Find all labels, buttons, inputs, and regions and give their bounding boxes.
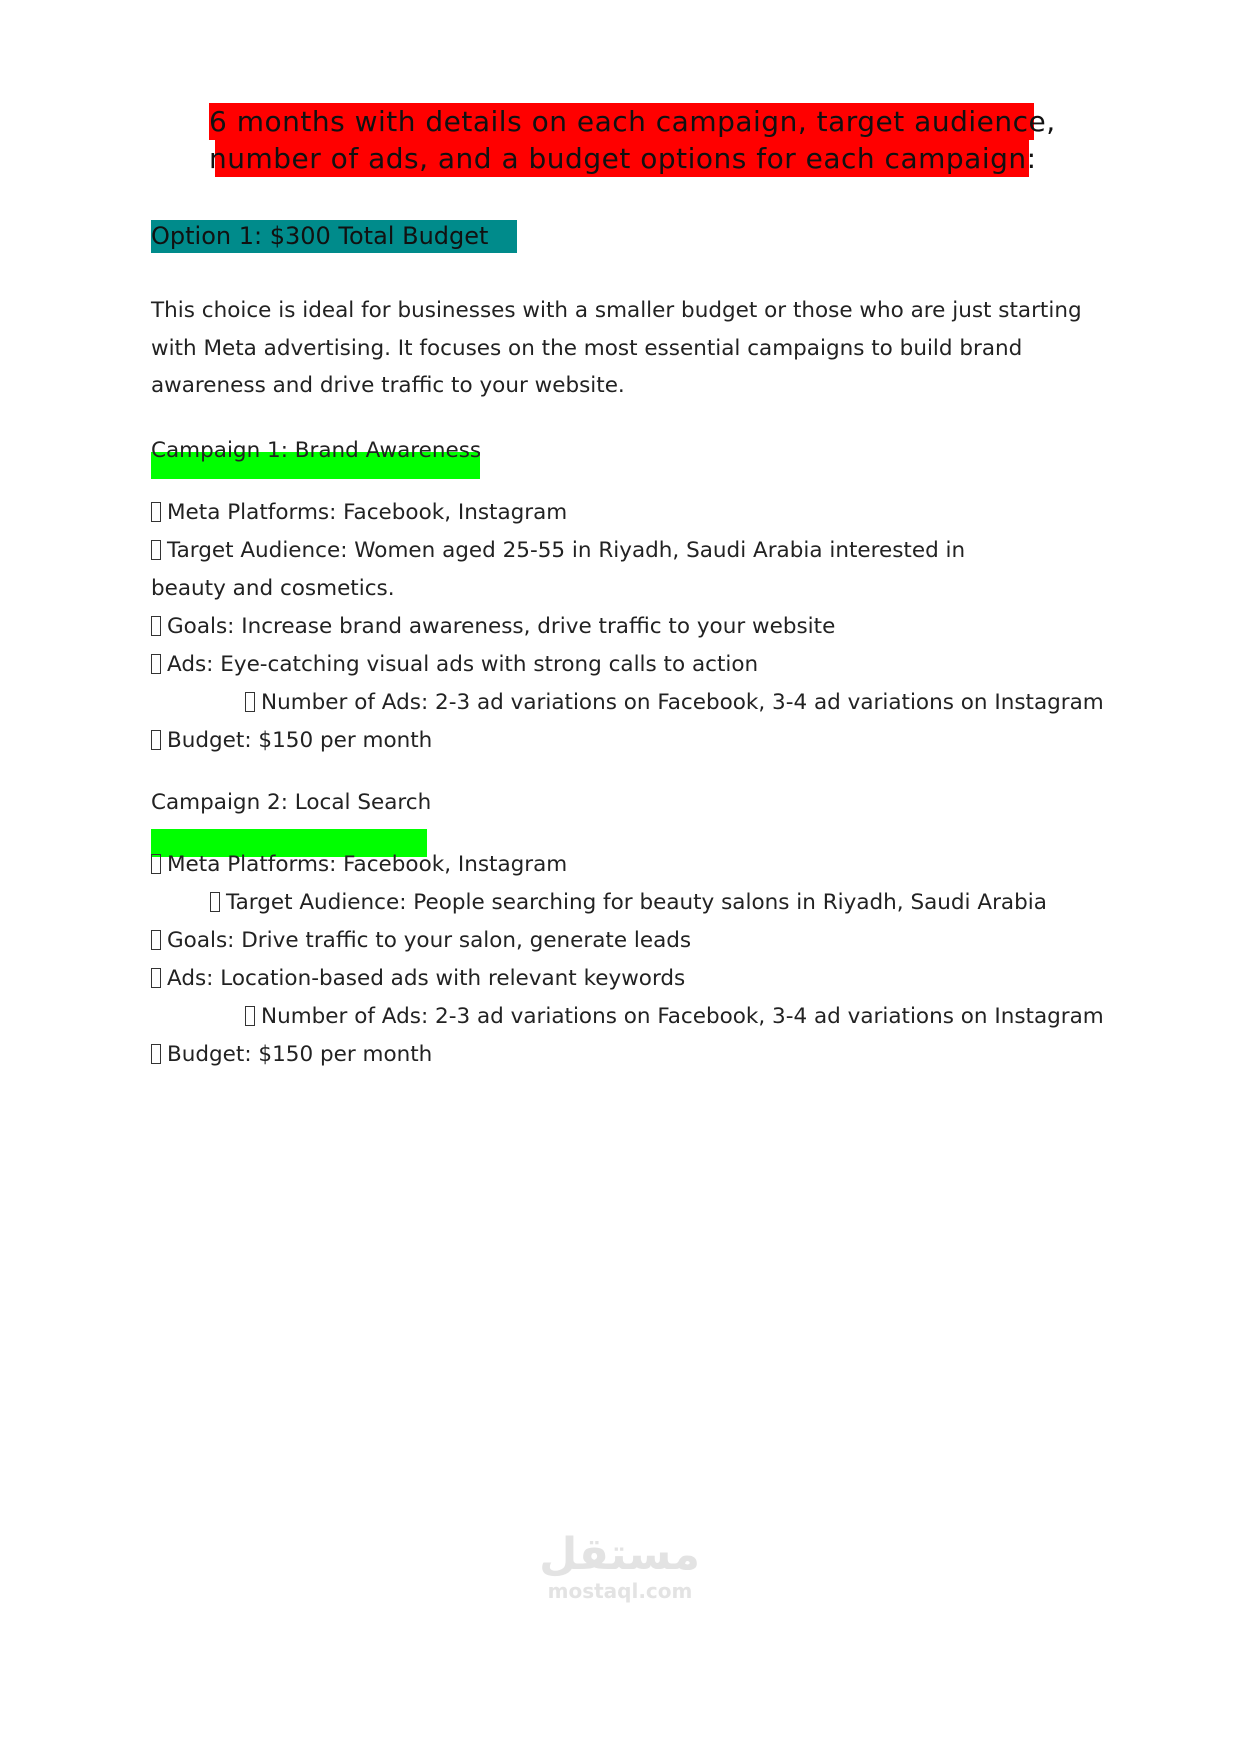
title-text-2-lead: n (209, 142, 228, 175)
title-line-1 (209, 103, 1056, 140)
intro-line-1: This choice is ideal for businesses with a smaller budget or those who are just starting (151, 298, 1082, 323)
watermark-url: mostaql.com (547, 1579, 693, 1603)
watermark-logo: مستقل (539, 1529, 700, 1580)
option-heading: Option 1: $300 Total Budget (151, 222, 489, 250)
title-text-2: umber of ads, and a budget options for each campaign: (227, 142, 1037, 175)
campaign1-goals: Goals: Increase brand awareness, drive traffic to your website (151, 612, 835, 642)
campaign2-platforms: Meta Platforms: Facebook, Instagram (151, 850, 567, 880)
missing-glyph-box-icon (151, 502, 161, 522)
missing-glyph-box-icon (151, 654, 161, 674)
title-comma: , (1046, 105, 1056, 138)
missing-glyph-box-icon (151, 1044, 161, 1064)
missing-glyph-box-icon (151, 540, 161, 560)
campaign2-heading: Campaign 2: Local Search (151, 790, 432, 815)
missing-glyph-box-icon (151, 930, 161, 950)
campaign1-platforms: Meta Platforms: Facebook, Instagram (151, 498, 567, 528)
intro-line-2: with Meta advertising. It focuses on the most essential campaigns to build brand (151, 336, 1023, 361)
watermark (540, 1530, 700, 1602)
campaign2-budget: Budget: $150 per month (151, 1040, 432, 1070)
intro-line-3: awareness and drive traffic to your website. (151, 373, 625, 398)
title-text-1: 6 months with details on each campaign, target audience (209, 105, 1047, 138)
title-line-2 (209, 140, 1037, 177)
campaign2-num-ads: Number of Ads: 2-3 ad variations on Facebook, 3-4 ad variations on Instagram (245, 1002, 1104, 1032)
campaign2-goals: Goals: Drive traffic to your salon, generate leads (151, 926, 691, 956)
campaign1-budget: Budget: $150 per month (151, 726, 432, 756)
missing-glyph-box-icon (151, 854, 161, 874)
missing-glyph-box-icon (210, 892, 220, 912)
missing-glyph-box-icon (245, 1006, 255, 1026)
campaign1-audience-cont: beauty and cosmetics. (151, 576, 395, 601)
campaign2-ads: Ads: Location-based ads with relevant keywords (151, 964, 685, 994)
missing-glyph-box-icon (151, 730, 161, 750)
campaign1-num-ads: Number of Ads: 2-3 ad variations on Facebook, 3-4 ad variations on Instagram (245, 688, 1104, 718)
campaign2-audience: Target Audience: People searching for beauty salons in Riyadh, Saudi Arabia (210, 888, 1047, 918)
campaign1-heading: Campaign 1: Brand Awareness (151, 438, 482, 463)
campaign1-audience: Target Audience: Women aged 25-55 in Riyadh, Saudi Arabia interested in (151, 536, 965, 566)
missing-glyph-box-icon (151, 616, 161, 636)
campaign1-ads: Ads: Eye-catching visual ads with strong calls to action (151, 650, 758, 680)
missing-glyph-box-icon (151, 968, 161, 988)
missing-glyph-box-icon (245, 692, 255, 712)
